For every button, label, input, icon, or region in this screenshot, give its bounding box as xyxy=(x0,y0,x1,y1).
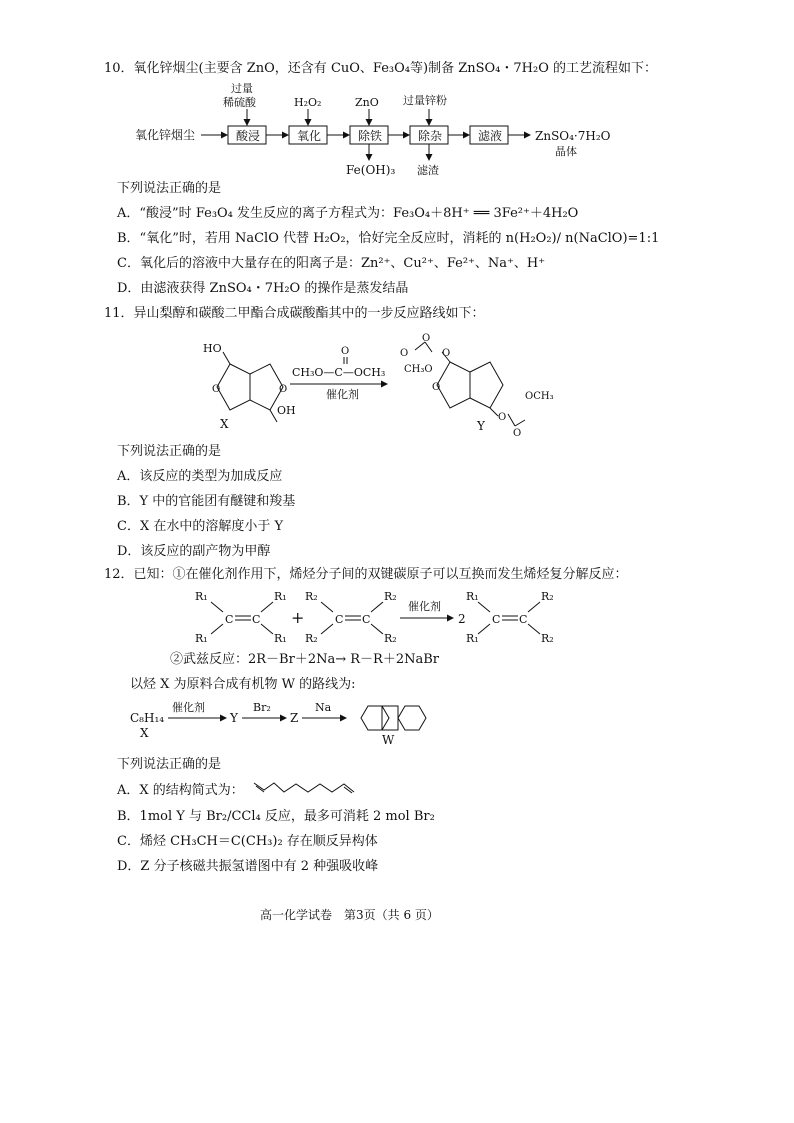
q11-option-d[interactable]: D．该反应的副产物为甲醇 xyxy=(117,544,271,559)
q12-catalyst: 催化剂 xyxy=(408,600,441,613)
svg-text:R₂: R₂ xyxy=(305,590,318,603)
svg-text:R₁: R₁ xyxy=(274,590,287,603)
q12-option-d[interactable]: D．Z 分子核磁共振氢谱图中有 2 种强吸收峰 xyxy=(117,859,379,874)
svg-text:Y: Y xyxy=(230,711,238,725)
svg-text:R₁: R₁ xyxy=(274,632,287,645)
svg-text:O: O xyxy=(400,348,409,359)
flow-step-2: 氧化 xyxy=(297,129,322,143)
flow-step-5: 滤液 xyxy=(478,129,503,143)
svg-text:R₁: R₁ xyxy=(195,590,208,603)
svg-text:C: C xyxy=(492,613,501,626)
q10-option-a[interactable]: A．“酸浸”时 Fe₃O₄ 发生反应的离子方程式为：Fe₃O₄＋8H⁺ ══ 3Fe²⁺＋4H₂O xyxy=(117,206,579,221)
flow-output-2: 滤渣 xyxy=(417,164,439,177)
q10-prompt: 下列说法正确的是 xyxy=(117,181,222,196)
y-label: Y xyxy=(477,419,485,433)
flow-input-2: H₂O₂ xyxy=(294,96,322,109)
q12-prompt: 下列说法正确的是 xyxy=(117,757,222,772)
svg-text:O: O xyxy=(442,348,451,359)
flow-input-3: ZnO xyxy=(355,96,379,109)
svg-text:O: O xyxy=(513,428,522,437)
svg-text:C: C xyxy=(519,613,528,626)
molecule-x xyxy=(217,352,283,422)
svg-text:R₁: R₁ xyxy=(195,632,208,645)
svg-text:O: O xyxy=(498,412,507,423)
flow-input-1a: 过量 xyxy=(231,82,253,95)
q12-option-a[interactable]: A．X 的结构简式为： xyxy=(117,783,244,798)
q12-option-b[interactable]: B．1mol Y 与 Br₂/CCl₄ 反应，最多可消耗 2 mol Br₂ xyxy=(117,809,435,824)
x-oh: OH xyxy=(277,404,296,417)
q12-route-intro: 以烃 X 为原料合成有机物 W 的路线为: xyxy=(130,677,356,692)
flow-product: ZnSO₄·7H₂O xyxy=(535,129,611,143)
svg-text:R₁: R₁ xyxy=(466,632,479,645)
q11-option-b[interactable]: B．Y 中的官能团有醚键和羧基 xyxy=(117,494,296,509)
flow-output-1: Fe(OH)₃ xyxy=(346,163,396,177)
svg-text:C: C xyxy=(335,613,344,626)
svg-text:R₂: R₂ xyxy=(305,632,318,645)
flow-input-4: 过量锌粉 xyxy=(403,94,447,107)
q12-metathesis-diagram xyxy=(195,588,565,650)
flow-start: 氧化锌烟尘 xyxy=(135,128,196,142)
q11-option-c[interactable]: C．X 在水中的溶解度小于 Y xyxy=(117,519,284,534)
flow-step-4: 除杂 xyxy=(418,129,443,143)
q11-prompt: 下列说法正确的是 xyxy=(117,444,222,459)
x-label: X xyxy=(220,417,229,431)
q10-flow-diagram xyxy=(135,82,655,177)
x-ho: HO xyxy=(203,342,222,355)
q10-option-b[interactable]: B．“氧化”时，若用 NaClO 代替 H₂O₂，恰好完全反应时，消耗的 n(H₂O₂)/ n(NaClO)=1:1 xyxy=(117,231,660,246)
q11-option-a[interactable]: A．该反应的类型为加成反应 xyxy=(117,469,283,484)
svg-text:R₂: R₂ xyxy=(384,632,397,645)
reagent: CH₃O—C—OCH₃ xyxy=(292,366,386,379)
q12-wurtz: ②武兹反应：2R－Br＋2Na→ R－R＋2NaBr xyxy=(170,652,439,667)
svg-text:O: O xyxy=(432,382,441,393)
route-start-label: X xyxy=(140,726,149,740)
svg-text:2: 2 xyxy=(458,612,466,626)
svg-text:R₂: R₂ xyxy=(541,632,554,645)
q10-option-d[interactable]: D．由滤液获得 ZnSO₄・7H₂O 的操作是蒸发结晶 xyxy=(117,281,409,296)
option-a-skeletal-structure xyxy=(252,778,362,800)
svg-text:O: O xyxy=(279,384,288,395)
flow-step-3: 除铁 xyxy=(358,129,383,143)
q12-stem: 12．已知：①在催化剂作用下，烯烃分子间的双键碳原子可以互换而发生烯烃复分解反应： xyxy=(104,567,628,582)
q12-option-c[interactable]: C．烯烃 CH₃CH＝C(CH₃)₂ 存在顺反异构体 xyxy=(117,834,378,849)
flow-step-1: 酸浸 xyxy=(236,129,261,143)
svg-text:C: C xyxy=(362,613,371,626)
svg-text:R₁: R₁ xyxy=(466,590,479,603)
plus-sign: + xyxy=(291,608,305,627)
q10-option-c[interactable]: C．氧化后的溶液中大量存在的阳离子是：Zn²⁺、Cu²⁺、Fe²⁺、Na⁺、H⁺ xyxy=(117,256,546,271)
svg-text:R₂: R₂ xyxy=(541,590,554,603)
svg-text:C: C xyxy=(252,613,261,626)
route-start: C₈H₁₄ xyxy=(130,711,165,725)
q12-route-diagram xyxy=(128,698,448,748)
q10-stem: 10．氧化锌烟尘(主要含 ZnO，还含有 CuO、Fe₃O₄等)制备 ZnSO₄・7H₂O 的工艺流程如下： xyxy=(104,61,657,76)
svg-text:R₂: R₂ xyxy=(384,590,397,603)
w-label: W xyxy=(382,733,395,747)
svg-text:C: C xyxy=(225,613,234,626)
svg-text:催化剂: 催化剂 xyxy=(172,701,205,714)
y-ch3o: CH₃O xyxy=(404,364,433,375)
flow-input-1b: 稀硫酸 xyxy=(223,96,256,109)
svg-text:Br₂: Br₂ xyxy=(253,701,271,714)
molecule-w xyxy=(361,706,426,730)
y-och3: OCH₃ xyxy=(525,391,554,402)
reagent-o: O xyxy=(341,346,350,357)
flow-product-note: 晶体 xyxy=(555,145,577,158)
svg-text:Z: Z xyxy=(290,711,299,725)
q11-stem: 11．异山梨醇和碳酸二甲酯合成碳酸酯其中的一步反应路线如下： xyxy=(104,306,485,321)
svg-text:O: O xyxy=(212,384,221,395)
q11-catalyst: 催化剂 xyxy=(326,388,359,401)
q11-reaction-diagram xyxy=(195,332,555,437)
svg-text:Na: Na xyxy=(315,701,332,714)
svg-text:O: O xyxy=(422,333,431,344)
page-footer: 高一化学试卷 第3页（共 6 页） xyxy=(260,908,439,922)
